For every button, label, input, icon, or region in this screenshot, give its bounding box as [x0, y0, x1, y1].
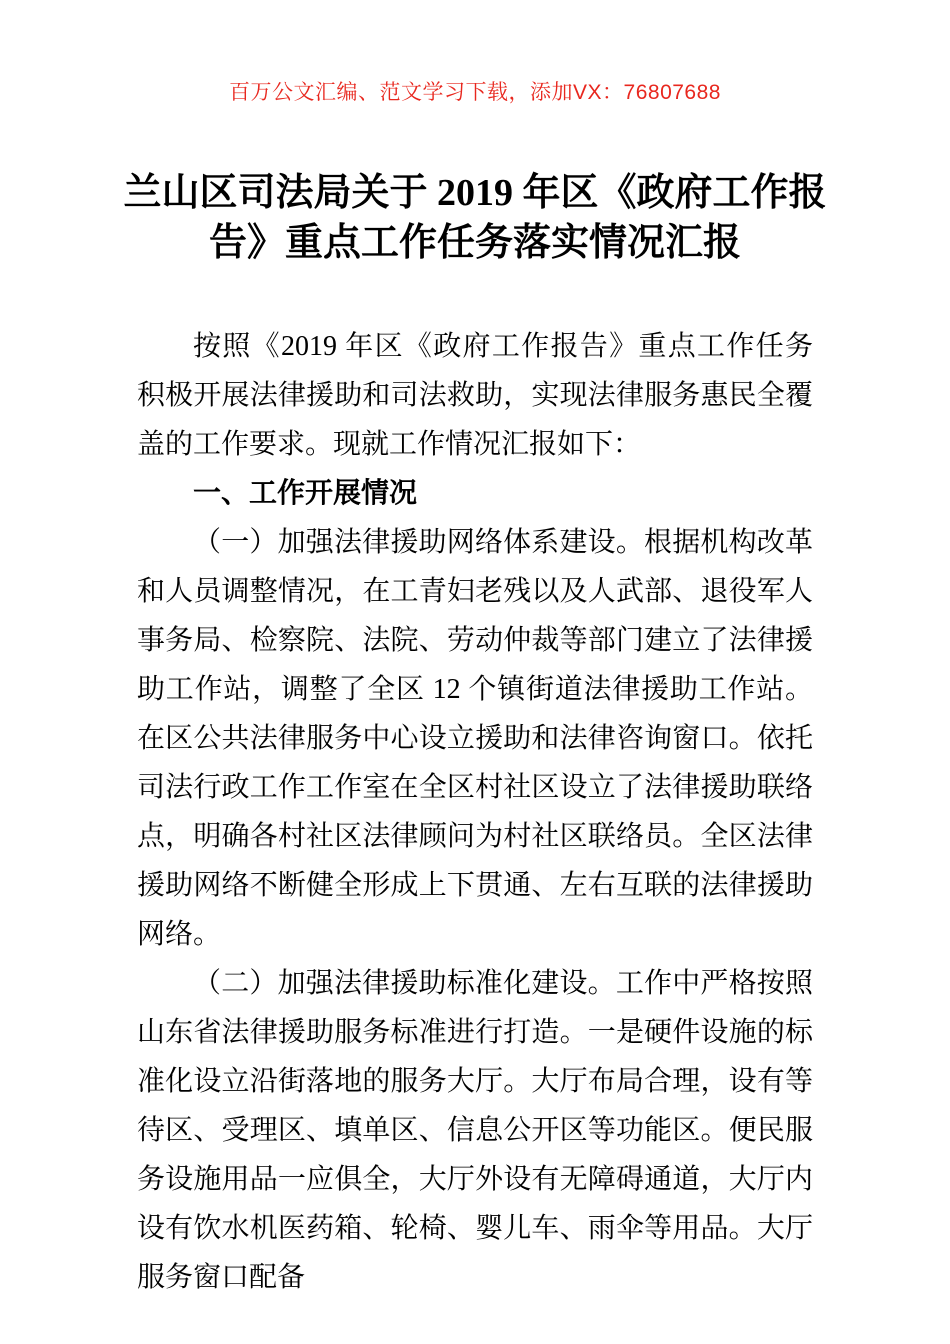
paragraph-item-1: （一）加强法律援助网络体系建设。根据机构改革和人员调整情况，在工青妇老残以及人武部、退役军人事务局、检察院、法院、劳动仲裁等部门建立了法律援助工作站，调整了全区 12 个镇街道法律援助工作站。在区公共法律服务中心设立援助和法律咨询窗口。依托司法行政工作工作室在全区村社区设立了法律援助联络点，明确各村社区法律顾问为村社区联络员。全区法律援助网络不断健全形成上下贯通、左右互联的法律援助网络。: [137, 527, 813, 950]
title-line-2: 告》重点工作任务落实情况汇报: [208, 222, 741, 264]
document-body: [137, 322, 813, 1302]
intro-paragraph: 按照《2019 年区《政府工作报告》重点工作任务积极开展法律援助和司法救助，实现法律服务惠民全覆盖的工作要求。现就工作情况汇报如下：: [137, 331, 813, 460]
title-line-1: 兰山区司法局关于 2019 年区《政府工作报: [123, 172, 827, 214]
paragraph-item-2: （二）加强法律援助标准化建设。工作中严格按照山东省法律援助服务标准进行打造。一是硬件设施的标准化设立沿街落地的服务大厅。大厅布局合理，设有等待区、受理区、填单区、信息公开区等功能区。便民服务设施用品一应俱全，大厅外设有无障碍通道，大厅内设有饮水机医药箱、轮椅、婴儿车、雨伞等用品。大厅服务窗口配备: [137, 968, 813, 1293]
promo-header-notice: 百万公文汇编、范文学习下载，添加VX：76807688: [229, 81, 721, 104]
document-title: [0, 168, 950, 268]
section-heading-1: 一、工作开展情况: [193, 478, 418, 509]
